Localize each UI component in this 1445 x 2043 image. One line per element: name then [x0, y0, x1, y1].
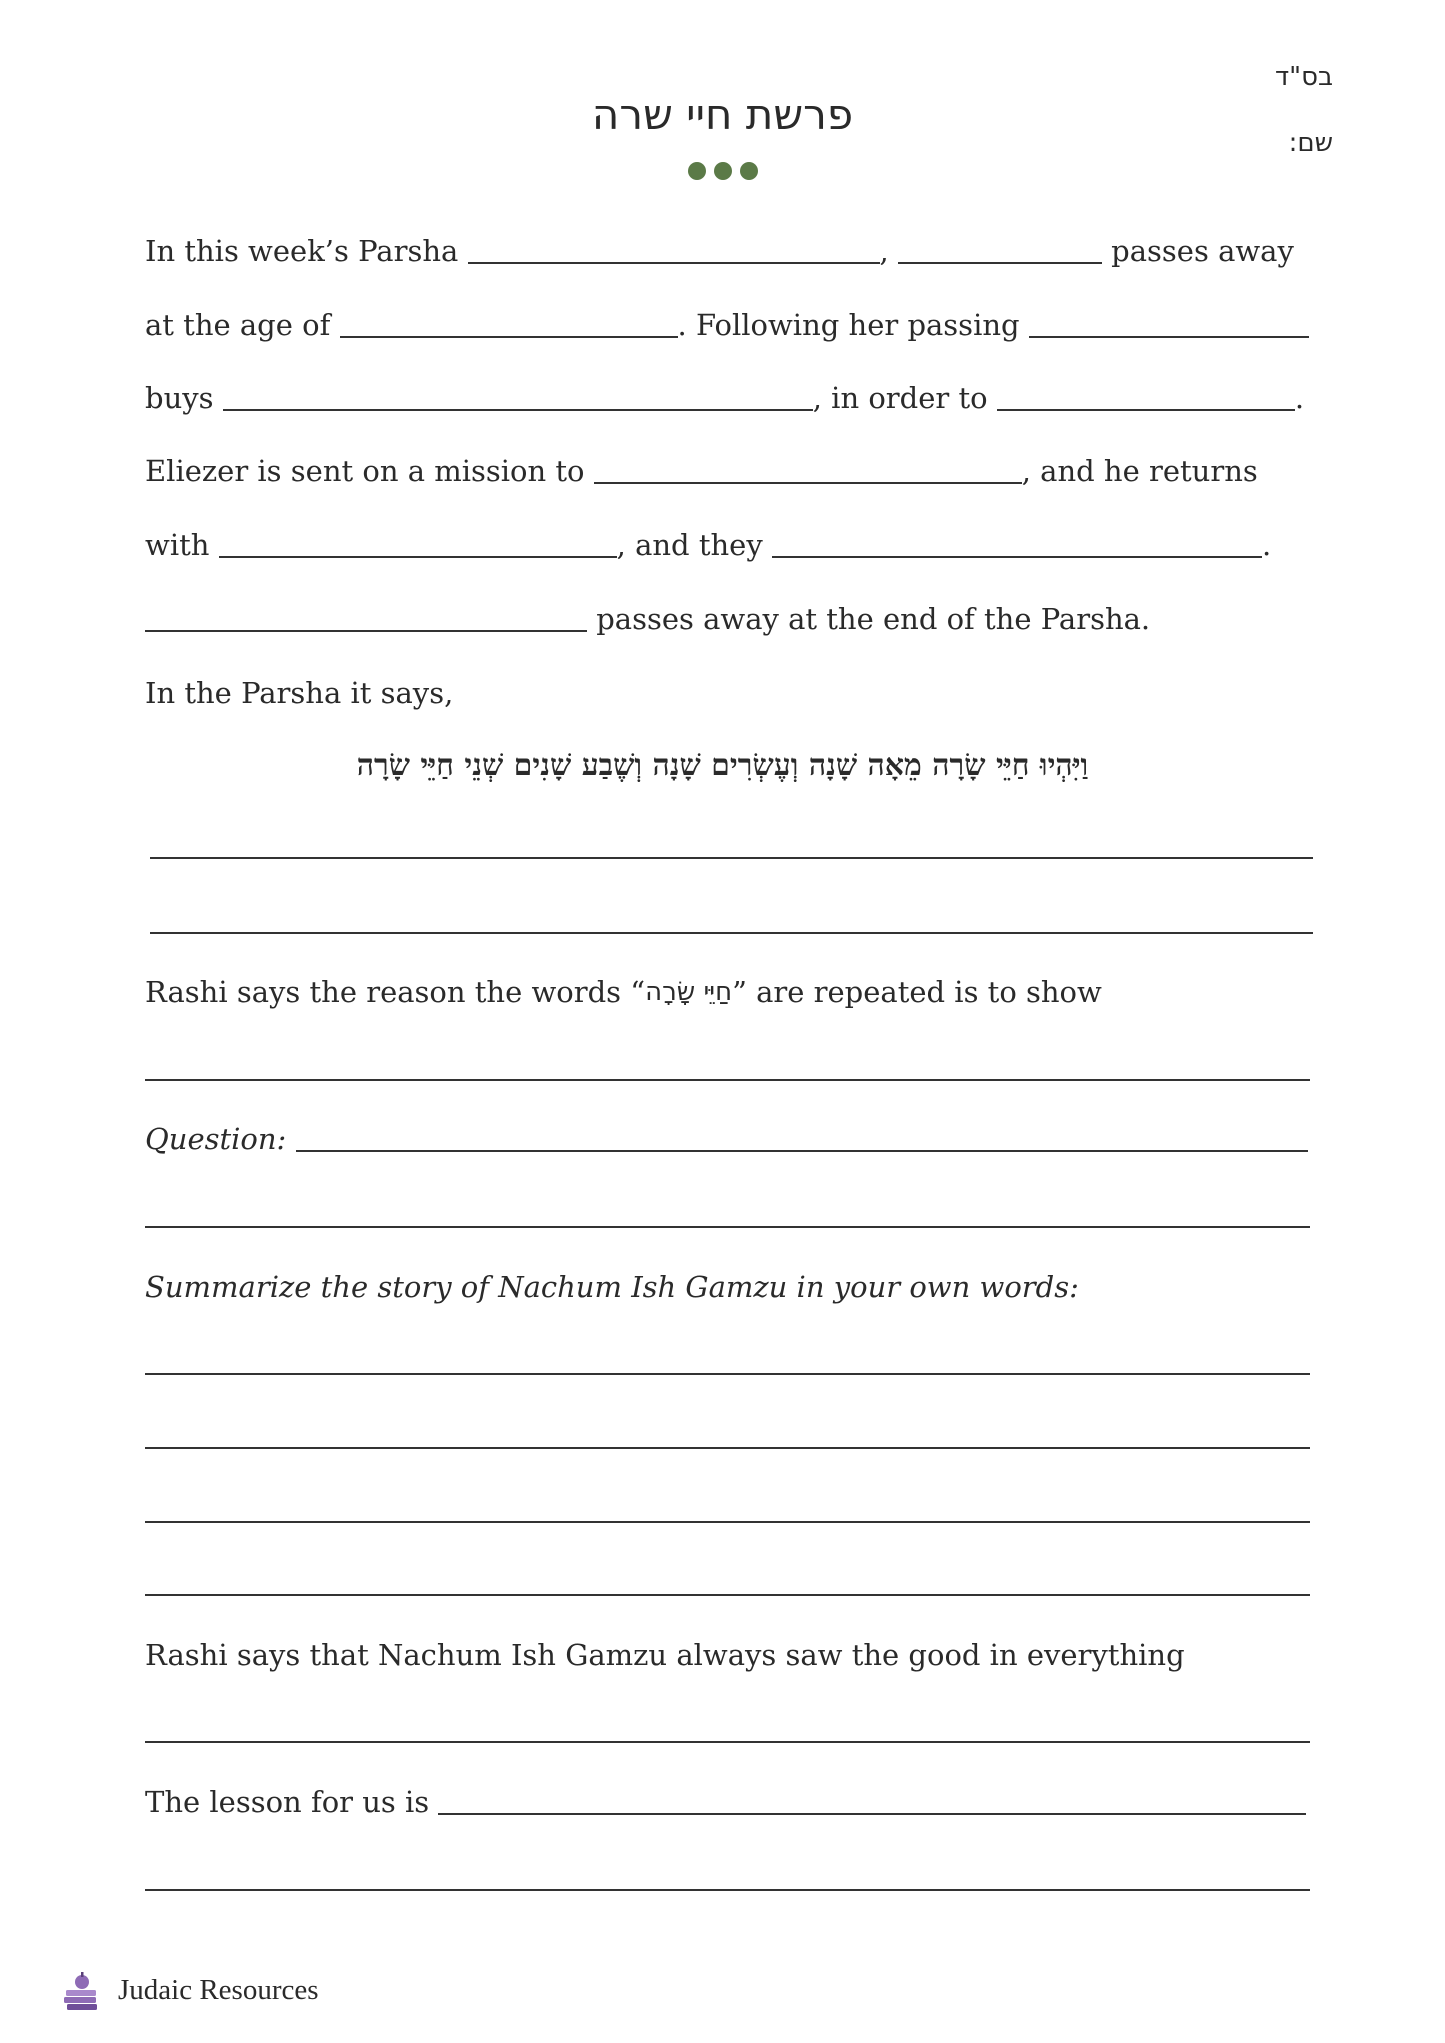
title-divider-dots	[0, 162, 1445, 180]
fill-in-line-1	[145, 234, 1310, 268]
sentence-text: Rashi says the reason the words “	[145, 975, 646, 1009]
person-blank[interactable]	[898, 236, 1102, 264]
lesson-blank[interactable]	[438, 1787, 1306, 1815]
mission-blank[interactable]	[594, 456, 1022, 484]
answer-line[interactable]	[145, 1889, 1310, 1891]
age-blank[interactable]	[340, 310, 678, 338]
parsha-name-blank[interactable]	[468, 236, 880, 264]
rashi-good-prompt	[145, 1638, 1310, 1672]
sentence-text: Rashi says that Nachum Ish Gamzu always saw the good in everything	[145, 1638, 1185, 1672]
bsd-mark: בס"ד	[1274, 62, 1333, 92]
sentence-text: , and they	[616, 528, 772, 562]
sentence-text: .	[1294, 381, 1305, 415]
name-label: שם:	[1288, 128, 1333, 158]
dot-icon	[740, 162, 758, 180]
fill-in-line-2	[145, 308, 1310, 342]
summarize-prompt	[145, 1270, 1310, 1304]
hebrew-words: חַיֵּי שָׂרָה	[645, 977, 733, 1007]
answer-line[interactable]	[145, 1447, 1310, 1449]
books-apple-icon	[62, 1972, 100, 2012]
sentence-text: buys	[145, 381, 223, 415]
passes-away-blank[interactable]	[145, 604, 587, 632]
sentence-text: passes away at the end of the Parsha.	[587, 602, 1151, 636]
dot-icon	[714, 162, 732, 180]
fill-in-line-6	[145, 602, 1310, 636]
sentence-text: passes away	[1101, 234, 1294, 268]
sentence-text: , and he returns	[1021, 454, 1258, 488]
answer-line[interactable]	[150, 932, 1313, 934]
they-blank[interactable]	[772, 530, 1262, 558]
sentence-text: ” are repeated is to show	[732, 975, 1102, 1009]
fill-in-line-3	[145, 381, 1310, 415]
answer-line[interactable]	[145, 1521, 1310, 1523]
summarize-text: Summarize the story of Nachum Ish Gamzu in your own words:	[145, 1270, 1079, 1304]
answer-line[interactable]	[145, 1741, 1310, 1743]
purchase-blank[interactable]	[223, 383, 813, 411]
rashi-repeat-prompt	[145, 975, 1310, 1009]
sentence-text: with	[145, 528, 219, 562]
answer-line[interactable]	[150, 857, 1313, 859]
lesson-label: The lesson for us is	[145, 1785, 439, 1819]
sentence-text: In this week’s Parsha	[145, 234, 468, 268]
footer-brand: Judaic Resources	[118, 1974, 319, 2006]
answer-line[interactable]	[145, 1373, 1310, 1375]
question-line	[145, 1122, 1310, 1156]
sentence-text: , in order to	[812, 381, 997, 415]
answer-line[interactable]	[145, 1226, 1310, 1228]
quote-intro-text: In the Parsha it says,	[145, 676, 454, 710]
lesson-line	[145, 1785, 1310, 1819]
sentence-text: at the age of	[145, 308, 340, 342]
hebrew-pasuk: וַיִּהְיוּ חַיֵּי שָׂרָה מֵאָה שָׁנָה וְעֶשְׂרִים שָׁנָה וְשֶׁבַע שָׁנִים שְׁנֵי חַיֵּי שָׂרָה	[356, 748, 1089, 783]
quote-intro	[145, 676, 1310, 710]
sentence-text: ,	[879, 234, 898, 268]
sentence-text: Eliezer is sent on a mission to	[145, 454, 594, 488]
sentence-text: . Following her passing	[677, 308, 1029, 342]
dot-icon	[688, 162, 706, 180]
purpose-blank[interactable]	[997, 383, 1295, 411]
returns-with-blank[interactable]	[219, 530, 617, 558]
answer-line[interactable]	[145, 1079, 1310, 1081]
question-blank[interactable]	[296, 1124, 1308, 1152]
page-title: פרשת חיי שרה	[591, 90, 854, 139]
answer-line[interactable]	[145, 1594, 1310, 1596]
buyer-blank[interactable]	[1029, 310, 1309, 338]
sentence-text: .	[1261, 528, 1272, 562]
fill-in-line-4	[145, 454, 1310, 488]
fill-in-line-5	[145, 528, 1310, 562]
question-label: Question:	[145, 1122, 287, 1156]
